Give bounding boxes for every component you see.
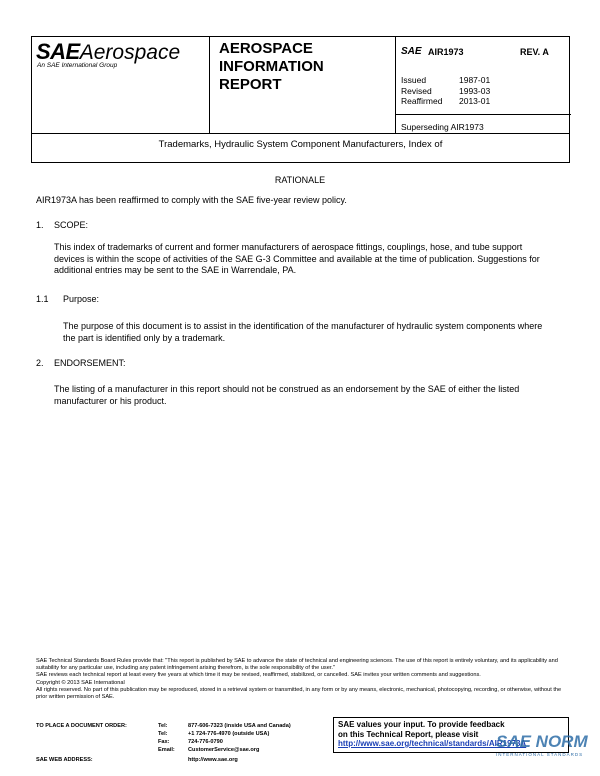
divider — [32, 133, 569, 134]
web-label: SAE WEB ADDRESS: — [36, 757, 93, 763]
footer-paragraph: SAE reviews each technical report at least every five years at which time it may be revised, reaffirmed, stabilized, or cancelled. SAE invites your written comments and suggestions. — [36, 672, 481, 679]
logo-aerospace-text: Aerospace — [79, 41, 181, 64]
logo-subtitle: An SAE International Group — [37, 62, 118, 69]
watermark-logo: SAE NORM — [496, 732, 588, 751]
endorsement-text: The listing of a manufacturer in this report should not be construed as an endorsement by the SAE of either the listed manufacturer or his product. — [54, 384, 520, 406]
date-value: 1993-03 — [459, 85, 491, 96]
date-value: 1987-01 — [459, 75, 491, 85]
section-number: 2. — [36, 358, 44, 368]
contact-label: Email: — [158, 747, 175, 753]
feedback-link[interactable]: http://www.sae.org/technical/standards/AIR1973A — [338, 739, 527, 748]
scope-text: This index of trademarks of current and former manufacturers of aerospace fittings, couplings, hose, and tube support devices is within the scope of activities of the SAE G-3 Committee and available at the time of publication. Suggestions for additional entries may be sent to the SAE in Warrendale, PA. — [54, 242, 540, 275]
date-row-reaffirmed — [401, 96, 490, 107]
section-heading-endorsement — [36, 358, 126, 370]
date-label: Issued — [401, 75, 427, 85]
contact-value: 877-606-7323 (inside USA and Canada) — [188, 723, 291, 729]
doc-type-line: REPORT — [219, 76, 282, 93]
purpose-text: The purpose of this document is to assist in the identification of the manufacturer of hydraulic system components where the part is identified only by a trademark. — [63, 321, 543, 343]
date-value: 2013-01 — [459, 96, 491, 106]
feedback-text: on this Technical Report, please visit — [338, 729, 479, 739]
superseding-note: Superseding AIR1973 — [401, 122, 484, 132]
section-title: SCOPE: — [54, 220, 89, 230]
order-label: TO PLACE A DOCUMENT ORDER: — [36, 723, 127, 729]
footer-paragraph: All rights reserved. No part of this publication may be reproduced, stored in a retrieval system or transmitted, in any form or by any means, electronic, mechanical, photocopying, recording, or otherwise, without the prior written permission of SAE. — [36, 686, 562, 701]
contact-label: Tel: — [158, 723, 168, 729]
date-label: Revised — [401, 85, 432, 96]
footer-paragraph: SAE Technical Standards Board Rules provide that: "This report is published by SAE to advance the state of technical and engineering sciences. The use of this report is entirely voluntary, and its applicability and suitability for any particular use, including any patent infringement arising therefrom, is the sole responsibility of the user." — [36, 658, 558, 672]
section-heading-purpose — [36, 294, 99, 306]
section-title: ENDORSEMENT: — [54, 358, 126, 368]
divider — [395, 37, 396, 133]
date-block — [401, 75, 490, 107]
divider — [395, 114, 571, 115]
web-link[interactable]: http://www.sae.org — [188, 757, 238, 763]
document-type — [219, 40, 324, 94]
divider — [209, 37, 210, 133]
feedback-text: SAE values your input. To provide feedback — [338, 720, 505, 729]
date-row-issued — [401, 75, 490, 86]
rationale-heading: RATIONALE — [274, 175, 326, 185]
doc-type-line: INFORMATION — [219, 58, 324, 75]
date-label: Reaffirmed — [401, 96, 443, 106]
section-number: 1.1 — [36, 294, 49, 304]
contact-value: 724-776-0790 — [188, 739, 223, 745]
revision: REV. A — [520, 47, 549, 57]
rationale-text: AIR1973A has been reaffirmed to comply with the SAE five-year review policy. — [36, 195, 347, 205]
contact-value: +1 724-776-4970 (outside USA) — [188, 731, 270, 737]
footer-fine-print — [36, 658, 568, 701]
contact-label: Tel: — [158, 731, 168, 737]
doc-type-line: AEROSPACE — [219, 40, 313, 57]
section-number: 1. — [36, 220, 44, 230]
order-contacts — [36, 722, 336, 772]
email-link[interactable]: CustomerService@sae.org — [188, 747, 260, 753]
document-title: Trademarks, Hydraulic System Component Manufacturers, Index of — [158, 139, 443, 150]
date-row-revised — [401, 86, 490, 97]
logo-sae-text: SAE — [36, 39, 80, 64]
document-number: AIR1973 — [428, 47, 464, 57]
watermark-subtitle: INTERNATIONAL STANDARDS — [496, 752, 584, 757]
section-title: Purpose: — [63, 294, 100, 304]
contact-label: Fax: — [158, 739, 170, 745]
sae-mark: SAE — [401, 46, 422, 57]
section-heading-scope — [36, 220, 88, 232]
footer-copyright: Copyright © 2013 SAE International — [36, 679, 125, 686]
